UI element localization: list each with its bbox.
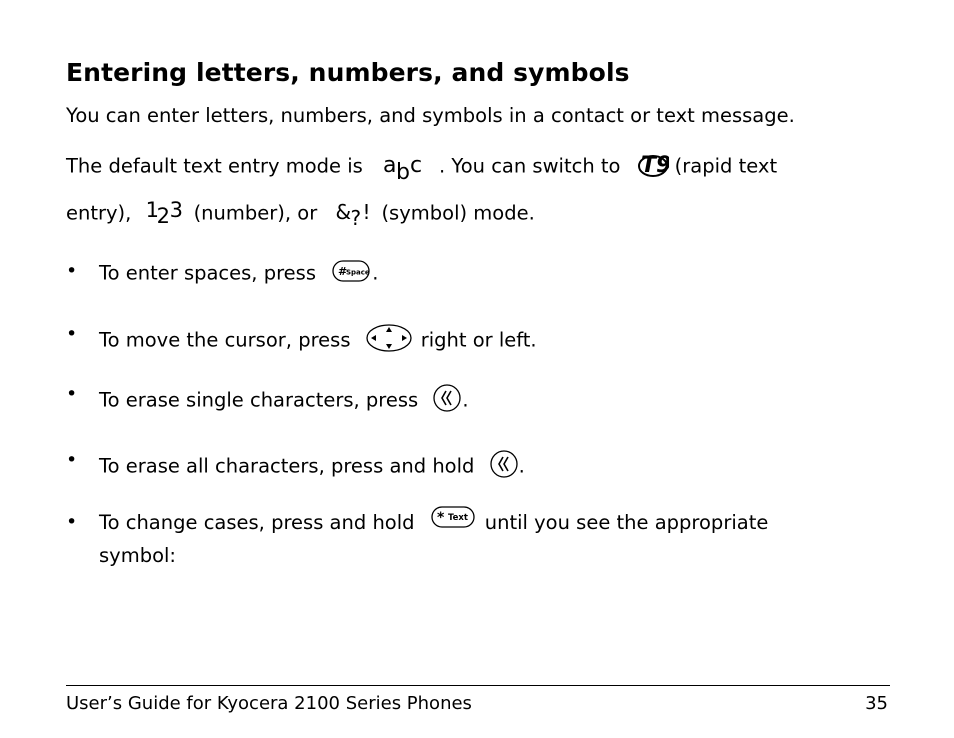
bullet-text-after: until you see the appropriate bbox=[484, 511, 769, 534]
svg-text:T9: T9 bbox=[640, 153, 669, 178]
bullet-marker: • bbox=[66, 323, 78, 345]
bullet-marker: • bbox=[66, 449, 78, 471]
bullet-item-change-case-line2: symbol: bbox=[99, 544, 176, 567]
bullet-text-after: . bbox=[518, 454, 525, 478]
bullet-text: To move the cursor, press bbox=[99, 328, 351, 352]
bullet-item-erase-all bbox=[99, 449, 525, 485]
mode-text-number: (number), or bbox=[193, 201, 318, 225]
mode-text-rapid: (rapid text bbox=[674, 154, 778, 178]
bullet-text-after: right or left. bbox=[420, 328, 537, 352]
symbol-mode-icon: & ? ! bbox=[335, 200, 371, 230]
footer-title: User’s Guide for Kyocera 2100 Series Phones bbox=[66, 693, 472, 714]
intro-paragraph: You can enter letters, numbers, and symbols in a contact or text message. bbox=[66, 104, 795, 127]
clear-key-icon bbox=[489, 449, 519, 485]
svg-text:Text: Text bbox=[447, 512, 468, 523]
bullet-item-space bbox=[99, 260, 378, 288]
bullet-marker: • bbox=[66, 260, 78, 282]
mode-text-entry: entry), bbox=[66, 201, 132, 225]
bullet-marker: • bbox=[66, 511, 78, 533]
bullet-text: To erase single characters, press bbox=[99, 388, 419, 412]
clear-key-icon bbox=[432, 383, 462, 419]
bullet-item-change-case bbox=[99, 511, 768, 535]
mode-line-1 bbox=[66, 150, 777, 184]
nav-key-icon bbox=[365, 323, 413, 359]
mode-text-default: The default text entry mode is bbox=[66, 154, 363, 178]
bullet-marker: • bbox=[66, 383, 78, 405]
footer-divider bbox=[66, 685, 890, 686]
bullet-text: To enter spaces, press bbox=[99, 261, 316, 285]
mode-text-switch: . You can switch to bbox=[439, 154, 621, 178]
bullet-text-after: . bbox=[372, 261, 379, 285]
bullet-text: To erase all characters, press and hold bbox=[99, 454, 475, 478]
bullet-text: To change cases, press and hold bbox=[99, 511, 415, 534]
section-heading: Entering letters, numbers, and symbols bbox=[66, 58, 630, 87]
t9-mode-icon bbox=[637, 150, 669, 184]
svg-text:#: # bbox=[338, 265, 348, 278]
number-mode-icon: 1 2 3 bbox=[145, 198, 183, 228]
bullet-item-erase-single bbox=[99, 383, 469, 419]
mode-text-symbol: (symbol) mode. bbox=[381, 201, 535, 225]
abc-mode-icon: a b c bbox=[383, 153, 423, 185]
text-key-icon bbox=[431, 506, 475, 534]
svg-text:*: * bbox=[436, 509, 445, 526]
page-number: 35 bbox=[865, 693, 888, 714]
bullet-item-cursor bbox=[99, 323, 537, 359]
space-key-icon bbox=[332, 260, 370, 288]
bullet-text-after: . bbox=[462, 388, 469, 412]
mode-line-2 bbox=[66, 200, 535, 228]
svg-text:Space: Space bbox=[346, 268, 370, 277]
